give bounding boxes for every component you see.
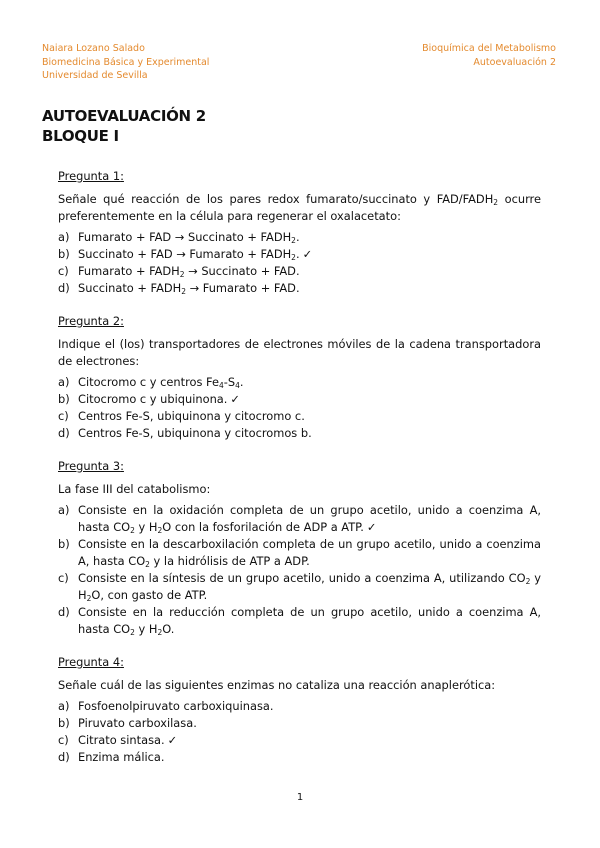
option-text (78, 229, 541, 246)
answer-option (58, 732, 541, 749)
option-text-content: Citocromo c y centros $Fe_4-S_4$. (78, 375, 244, 390)
answer-option (58, 536, 541, 570)
option-text (78, 604, 541, 638)
question-label-text: Pregunta 4 (58, 655, 121, 669)
degree-name: Biomedicina Básica y Experimental (42, 56, 210, 68)
option-letter: a) (58, 375, 70, 389)
author-name: Naiara Lozano Salado (42, 43, 145, 54)
option-text-content: Fumarato + $FADH_2$ → Succinato + FAD. (78, 264, 300, 279)
option-letter: d) (58, 281, 70, 295)
option-text (78, 749, 541, 766)
question-label-text: Pregunta 1 (58, 169, 121, 183)
option-text-content: Consiste en la descarboxilación completa de un grupo acetilo, unido a coenzima A, hasta $CO_2$ y la hidrólisis de ATP a ADP. (78, 537, 541, 569)
answer-option (58, 246, 541, 263)
header-right (422, 42, 556, 69)
option-letter: c) (58, 571, 69, 585)
option-text (78, 391, 541, 408)
option-text (78, 425, 541, 442)
option-text-content: Centros Fe-S, ubiquinona y citocromo c. (78, 409, 305, 423)
option-text-content: Consiste en la síntesis de un grupo acetilo, unido a coenzima A, utilizando $CO_2$ y $H_2O$, con gasto de ATP. (78, 571, 541, 603)
option-text-content: Succinato + FAD → Fumarato + $FADH_2$. (78, 247, 300, 262)
option-text-content: Piruvato carboxilasa. (78, 716, 197, 730)
option-text-content: Citocromo c y ubiquinona. (78, 392, 228, 406)
option-text (78, 715, 541, 732)
answer-option (58, 374, 541, 391)
question-label: Pregunta 1: (58, 169, 124, 183)
question-label: Pregunta 4: (58, 655, 124, 669)
option-letter: b) (58, 537, 70, 551)
question-2 (58, 313, 541, 442)
answer-option (58, 604, 541, 638)
option-text (78, 732, 541, 749)
answer-option (58, 263, 541, 280)
checkmark-icon: ✓ (302, 247, 313, 261)
answer-option (58, 229, 541, 246)
question-stem: Señale qué reacción de los pares redox fumarato/succinato y FAD/$FADH_2$ ocurre preferentemente en la célula para regenerar el oxalacetato: (58, 192, 541, 223)
question-stem: Indique el (los) transportadores de electrones móviles de la cadena transportadora de electrones: (58, 337, 541, 368)
document-label: Autoevaluación 2 (473, 56, 556, 68)
title-line-2: BLOQUE I (42, 127, 119, 145)
option-letter: c) (58, 733, 69, 747)
option-text (78, 536, 541, 570)
option-letter: b) (58, 716, 70, 730)
option-text (78, 246, 541, 263)
option-letter: c) (58, 264, 69, 278)
checkmark-icon: ✓ (230, 392, 240, 406)
checkmark-icon: ✓ (366, 520, 377, 534)
option-text-content: Fumarato + FAD → Succinato + $FADH_2$. (78, 230, 300, 245)
answer-option (58, 408, 541, 425)
option-text (78, 263, 541, 280)
option-text (78, 698, 541, 715)
option-text (78, 570, 541, 604)
answer-option (58, 502, 541, 536)
option-text (78, 374, 541, 391)
checkmark-icon: ✓ (167, 733, 178, 747)
header-left (42, 42, 209, 83)
answer-option (58, 715, 541, 732)
question-stem: La fase III del catabolismo: (58, 482, 211, 496)
answer-options (58, 229, 541, 297)
option-text (78, 408, 541, 425)
option-text-content: Fosfoenolpiruvato carboxiquinasa. (78, 699, 274, 713)
answer-option (58, 391, 541, 408)
option-letter: b) (58, 392, 70, 406)
option-text-content: Citrato sintasa. (78, 733, 165, 747)
option-letter: a) (58, 503, 70, 517)
page-title (42, 106, 206, 146)
question-label: Pregunta 2: (58, 314, 124, 328)
option-letter: c) (58, 409, 69, 423)
question-label-text: Pregunta 2 (58, 314, 121, 328)
option-text (78, 280, 541, 297)
question-label: Pregunta 3: (58, 459, 124, 473)
option-letter: a) (58, 230, 70, 244)
option-text-content: Consiste en la oxidación completa de un grupo acetilo, unido a coenzima A, hasta $CO_2$ y $H_2O$ con la fosforilación de ADP a ATP. (78, 503, 541, 535)
option-text-content: Enzima málica. (78, 750, 165, 764)
answer-options (58, 698, 541, 766)
question-stem: Señale cuál de las siguientes enzimas no cataliza una reacción anaplerótica: (58, 678, 496, 692)
answer-options (58, 374, 541, 442)
question-label-text: Pregunta 3 (58, 459, 121, 473)
question-1 (58, 168, 541, 297)
title-line-1: AUTOEVALUACIÓN 2 (42, 107, 206, 125)
question-3 (58, 458, 541, 638)
option-letter: d) (58, 426, 70, 440)
answer-option (58, 570, 541, 604)
page-number: 1 (296, 792, 304, 803)
questions-list (58, 168, 541, 782)
university-name: Universidad de Sevilla (42, 70, 148, 81)
option-letter: d) (58, 605, 70, 619)
option-text-content: Succinato + $FADH_2$ → Fumarato + FAD. (78, 281, 300, 296)
option-letter: a) (58, 699, 70, 713)
answer-option (58, 280, 541, 297)
answer-option (58, 425, 541, 442)
option-letter: d) (58, 750, 70, 764)
answer-option (58, 749, 541, 766)
option-text (78, 502, 541, 536)
course-name: Bioquímica del Metabolismo (422, 43, 556, 54)
question-4 (58, 654, 541, 766)
answer-option (58, 698, 541, 715)
answer-options (58, 502, 541, 638)
option-text-content: Centros Fe-S, ubiquinona y citocromos b. (78, 426, 312, 440)
option-text-content: Consiste en la reducción completa de un grupo acetilo, unido a coenzima A, hasta $CO_2$ y $H_2O$. (78, 605, 541, 637)
option-letter: b) (58, 247, 70, 261)
